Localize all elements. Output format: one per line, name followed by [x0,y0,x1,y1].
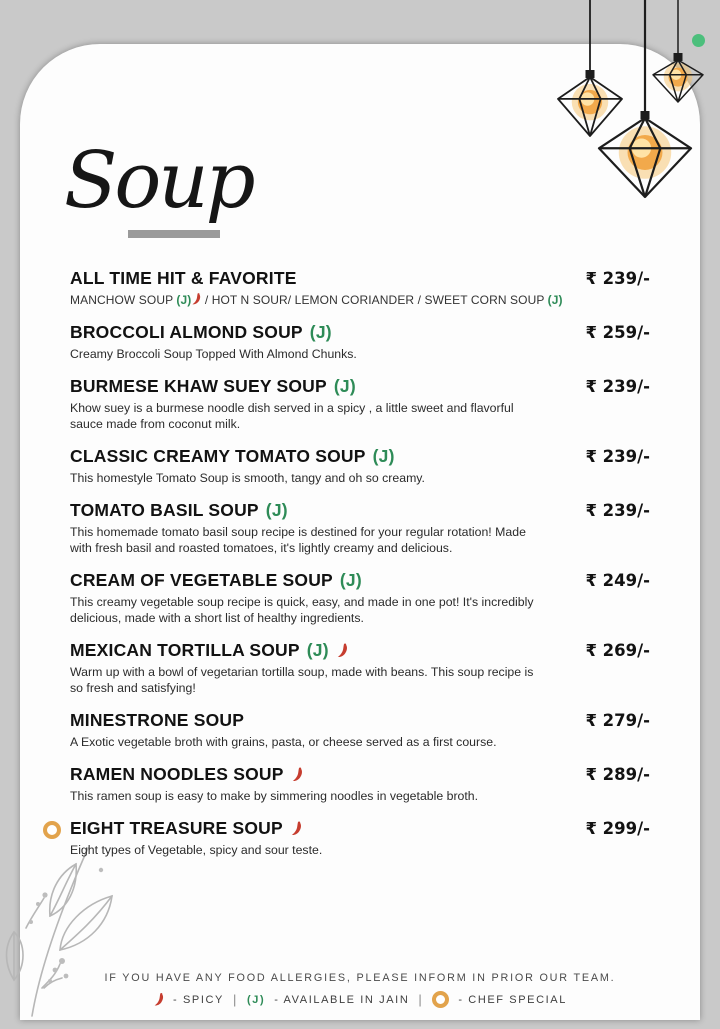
item-price: ₹ 239/- [585,377,650,396]
item-header [70,818,650,839]
menu-item [70,710,650,750]
item-price: ₹ 289/- [585,765,650,784]
menu-item [70,376,650,432]
jain-marker: (J) [372,446,395,466]
menu-item [70,500,650,556]
menu-item [70,322,650,362]
jain-marker: (J) [547,293,563,307]
item-description: Creamy Broccoli Soup Topped With Almond Chunks. [70,347,357,361]
item-price: ₹ 279/- [585,711,650,730]
item-price: ₹ 239/- [585,447,650,466]
menu-item [70,268,650,308]
item-title-text: MINESTRONE SOUP [70,710,245,730]
item-title [70,500,288,521]
item-header [70,640,650,661]
legend-chef-label: - CHEF SPECIAL [458,993,567,1006]
item-header [70,322,650,343]
jain-marker: (J) [306,640,329,660]
item-description [70,292,563,308]
legend-divider: | [418,992,424,1007]
legend-jain-label: - AVAILABLE IN JAIN [274,993,410,1006]
item-description: Warm up with a bowl of vegetarian tortilla soup, made with beans. This soup recipe is so fresh and satisfying! [70,665,534,695]
item-description: This ramen soup is easy to make by simmering noodles in vegetable broth. [70,789,479,803]
item-title-text: CLASSIC CREAMY TOMATO SOUP [70,446,366,466]
title-underline [128,230,220,238]
section-title: Soup [64,136,253,226]
chef-special-ring-icon [43,821,61,839]
chef-special-ring-icon [432,991,449,1008]
item-title [70,640,348,661]
item-description: This homemade tomato basil soup recipe is destined for your regular rotation! Made with fresh basil and roasted tomatoes, it's lightly creamy and delicious. [70,525,526,555]
item-header [70,446,650,467]
item-title [70,818,302,839]
item-header [70,710,650,731]
jain-marker: (J) [333,376,356,396]
item-title [70,376,356,397]
item-price: ₹ 299/- [585,819,650,838]
menu-item [70,764,650,804]
item-title-text: CREAM OF VEGETABLE SOUP [70,570,333,590]
item-price: ₹ 259/- [585,323,650,342]
item-title [70,764,303,785]
menu-item [70,570,650,626]
menu-list [70,268,650,872]
jain-marker: (J) [339,570,362,590]
menu-item [70,818,650,858]
jain-marker: (J) [246,993,266,1006]
description-text: MANCHOW SOUP [70,293,177,307]
item-header [70,570,650,591]
item-header [70,500,650,521]
item-title-text: TOMATO BASIL SOUP [70,500,259,520]
item-title-text: EIGHT TREASURE SOUP [70,818,283,838]
item-title-text: RAMEN NOODLES SOUP [70,764,284,784]
chili-icon [153,992,164,1007]
chili-icon [290,820,302,837]
jain-marker: (J) [309,322,332,342]
item-title [70,710,244,731]
item-price: ₹ 249/- [585,571,650,590]
item-title-text: BROCCOLI ALMOND SOUP [70,322,303,342]
menu-footer [20,972,700,1008]
legend-divider: | [232,992,238,1007]
allergy-note: IF YOU HAVE ANY FOOD ALLERGIES, PLEASE INFORM IN PRIOR OUR TEAM. [104,972,616,984]
item-description: Khow suey is a burmese noodle dish served in a spicy , a little sweet and flavorful sauce made from coconut milk. [70,401,514,431]
green-dot [692,34,705,47]
menu-item [70,640,650,696]
item-title [70,446,395,467]
item-description: Eight types of Vegetable, spicy and sour teste. [70,843,323,857]
item-title-text: MEXICAN TORTILLA SOUP [70,640,300,660]
item-description: This homestyle Tomato Soup is smooth, tangy and oh so creamy. [70,471,425,485]
item-title-text: BURMESE KHAW SUEY SOUP [70,376,327,396]
item-title-text: ALL TIME HIT & FAVORITE [70,268,297,288]
item-description: This creamy vegetable soup recipe is quick, easy, and made in one pot! It's incredibly delicious, made with a short list of healthy ingredients. [70,595,534,625]
chili-icon [291,766,303,783]
item-title [70,322,332,343]
item-description: A Exotic vegetable broth with grains, pasta, or cheese served as a first course. [70,735,497,749]
item-title [70,268,297,289]
jain-marker: (J) [176,293,192,307]
chili-icon [191,292,201,306]
item-price: ₹ 239/- [585,501,650,520]
item-title [70,570,362,591]
item-header [70,376,650,397]
legend-spicy-label: - SPICY [173,993,224,1006]
item-header [70,764,650,785]
item-header [70,268,650,289]
menu-item [70,446,650,486]
legend [20,991,700,1008]
chili-icon [336,642,348,659]
item-price: ₹ 239/- [585,269,650,288]
pendant-lamps-illustration [520,0,720,205]
jain-marker: (J) [265,500,288,520]
item-price: ₹ 269/- [585,641,650,660]
description-text: / HOT N SOUR/ LEMON CORIANDER / SWEET CORN SOUP [201,293,548,307]
